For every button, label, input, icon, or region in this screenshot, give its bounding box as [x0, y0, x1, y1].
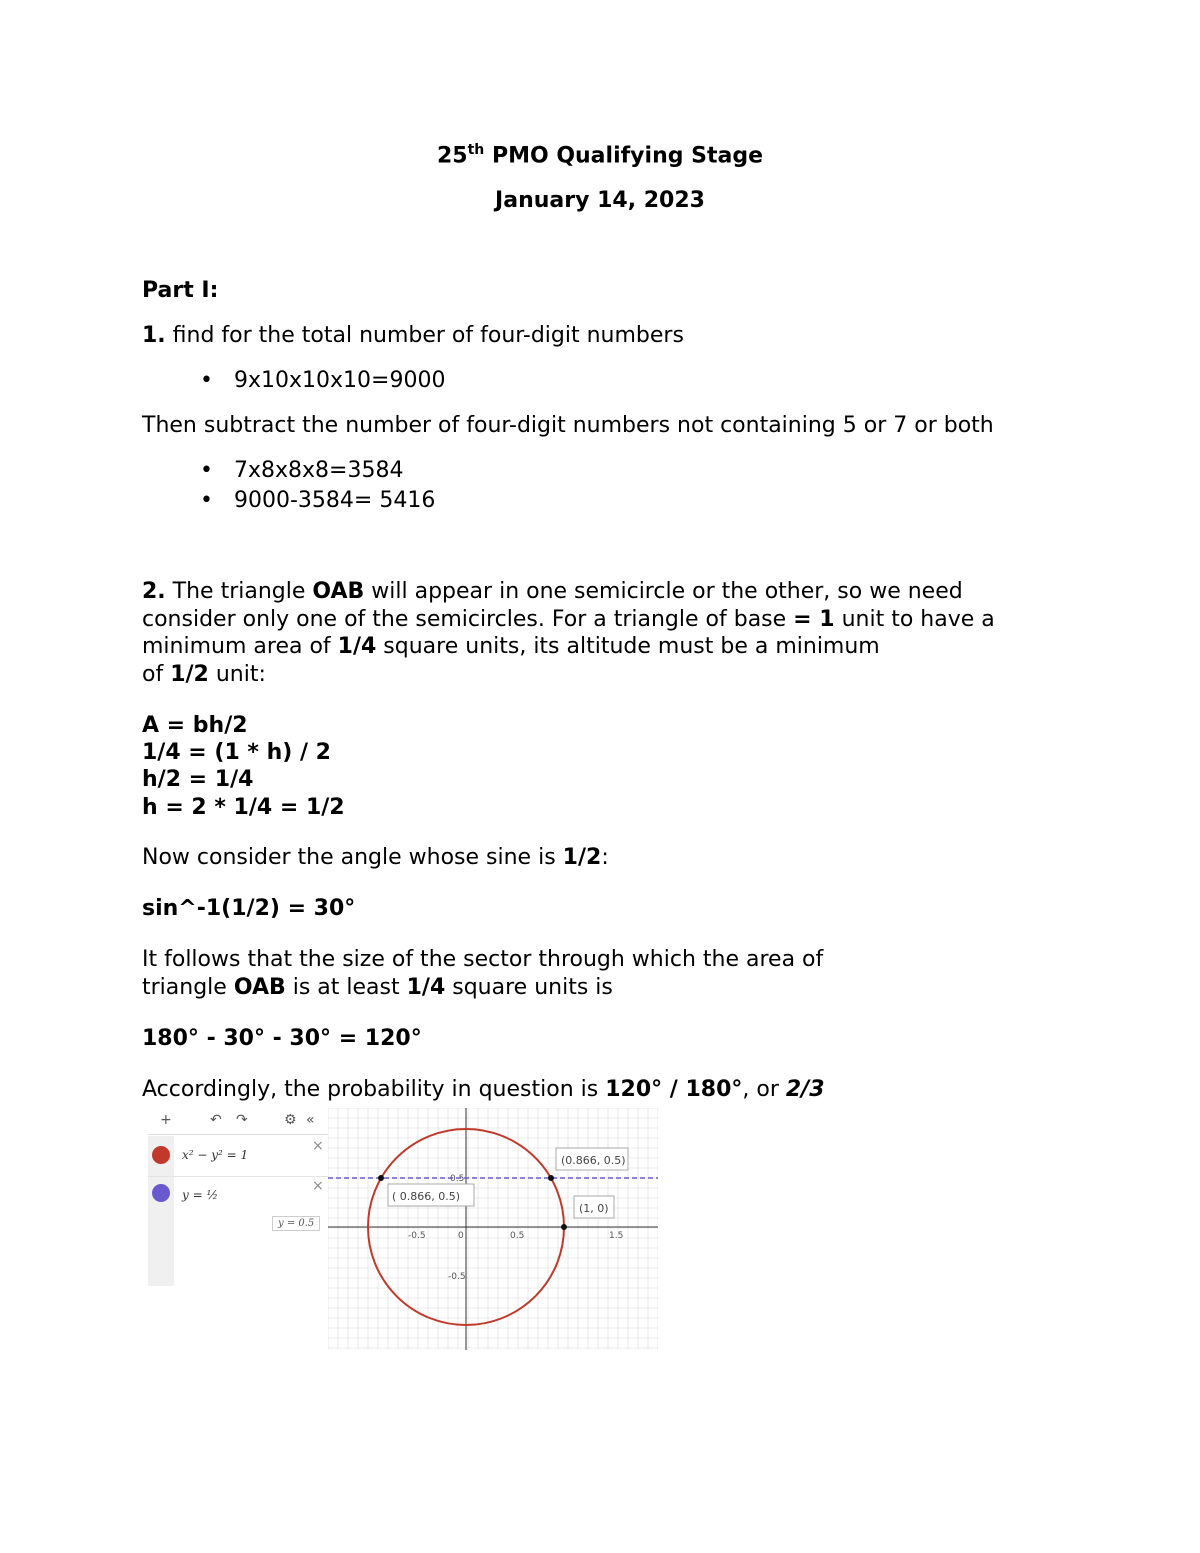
expression-text[interactable]: y = ½ — [182, 1188, 219, 1202]
equation: 1/4 = (1 * h) / 2 — [142, 740, 331, 765]
paragraph — [142, 975, 613, 1000]
function-icon[interactable] — [152, 1146, 170, 1164]
text-run: triangle — [142, 975, 234, 1000]
text-run: 120° / 180° — [605, 1077, 743, 1102]
intersection-point-left — [378, 1175, 384, 1181]
text-run: , or — [742, 1077, 786, 1102]
text-run: 1/2 — [170, 662, 209, 687]
text-run: 2/3 — [785, 1077, 825, 1102]
text-run: 1/4 — [337, 634, 377, 659]
close-icon[interactable]: × — [312, 1178, 324, 1194]
paragraph — [142, 845, 609, 870]
graph-screenshot — [148, 1108, 658, 1350]
redo-icon[interactable]: ↷ — [236, 1112, 248, 1128]
problem-2-line — [142, 607, 995, 632]
point-label-axis: (1, 0) — [579, 1202, 609, 1215]
algebra-row-2[interactable] — [148, 1178, 328, 1242]
algebra-toolbar — [148, 1108, 328, 1135]
text-run: consider only one of the semicircles. For a triangle of base — [142, 607, 794, 632]
text-run: OAB — [233, 975, 286, 1000]
title-text: PMO Qualifying Stage — [484, 143, 764, 169]
expression-text[interactable]: x² − y² = 1 — [182, 1148, 249, 1162]
bullet-item: 7x8x8x8=3584 — [234, 458, 404, 483]
bullet-icon: • — [200, 368, 213, 393]
text-run: will appear in one semicircle or the other, so we need — [364, 579, 963, 604]
text-run: Accordingly, the probability in question is — [142, 1077, 606, 1102]
intersection-point-right — [548, 1175, 554, 1181]
paragraph: It follows that the size of the sector through which the area of — [142, 947, 824, 972]
text-run: of — [142, 662, 171, 687]
y-tick-label: 0.5 — [450, 1174, 465, 1184]
title-ordinal: th — [467, 142, 485, 158]
paragraph: Then subtract the number of four-digit numbers not containing 5 or 7 or both — [142, 413, 994, 438]
algebra-panel — [148, 1108, 328, 1278]
close-icon[interactable]: × — [312, 1138, 324, 1154]
part-label: Part I: — [142, 278, 219, 303]
grid — [328, 1108, 658, 1350]
problem-2-line — [142, 662, 266, 687]
bullet-item: 9x10x10x10=9000 — [234, 368, 446, 393]
text-run: OAB — [312, 579, 365, 604]
bullet-icon: • — [200, 458, 213, 483]
value-chip: y = 0.5 — [272, 1216, 320, 1231]
text-run: Now consider the angle whose sine is — [142, 845, 563, 870]
collapse-icon[interactable]: « — [306, 1112, 315, 1128]
undo-icon[interactable]: ↶ — [210, 1112, 222, 1128]
bullet-item: 9000-3584= 5416 — [234, 488, 436, 513]
problem-2-line — [142, 634, 880, 659]
point-label-left: ( 0.866, 0.5) — [392, 1190, 461, 1203]
graph-canvas[interactable] — [328, 1108, 658, 1350]
x-tick-label: 1.5 — [609, 1231, 624, 1241]
problem-2-line — [142, 579, 963, 604]
y-tick-label: -0.5 — [448, 1272, 466, 1282]
paragraph — [142, 1077, 825, 1102]
text-run: 1/2 — [562, 845, 602, 870]
equation: h/2 = 1/4 — [142, 767, 254, 792]
text-run: square units is — [445, 975, 613, 1000]
bullet-icon: • — [200, 488, 213, 513]
text-run: The triangle — [165, 579, 313, 604]
equation: sin^-1(1/2) = 30° — [142, 896, 356, 921]
text-run: is at least — [285, 975, 407, 1000]
problem-number: 2. — [142, 579, 166, 604]
x-tick-label: -0.5 — [408, 1231, 426, 1241]
title-number: 25 — [436, 143, 468, 169]
algebra-row-1[interactable] — [148, 1136, 328, 1177]
text-run: square units, its altitude must be a minimum — [376, 634, 880, 659]
problem-number: 1. — [142, 323, 166, 348]
point-label-right: (0.866, 0.5) — [561, 1154, 626, 1167]
text-run: : — [601, 845, 609, 870]
text-run: 1/4 — [406, 975, 446, 1000]
axis-point — [561, 1224, 567, 1230]
text-run: = 1 — [793, 607, 835, 632]
text-run: minimum area of — [142, 634, 338, 659]
function-icon[interactable] — [152, 1184, 170, 1202]
problem-1-statement — [142, 323, 684, 348]
gear-icon[interactable]: ⚙ — [284, 1112, 297, 1128]
add-icon[interactable]: + — [160, 1112, 172, 1128]
equation: A = bh/2 — [142, 713, 248, 738]
document-title — [0, 142, 1200, 168]
x-tick-label: 0.5 — [510, 1231, 525, 1241]
text-run: unit to have a — [834, 607, 995, 632]
equation: h = 2 * 1/4 = 1/2 — [142, 795, 345, 820]
x-tick-label: 0 — [458, 1231, 464, 1241]
problem-text: find for the total number of four-digit numbers — [165, 323, 684, 348]
text-run: unit: — [208, 662, 266, 687]
equation: 180° - 30° - 30° = 120° — [142, 1026, 422, 1051]
document-date: January 14, 2023 — [495, 188, 705, 213]
